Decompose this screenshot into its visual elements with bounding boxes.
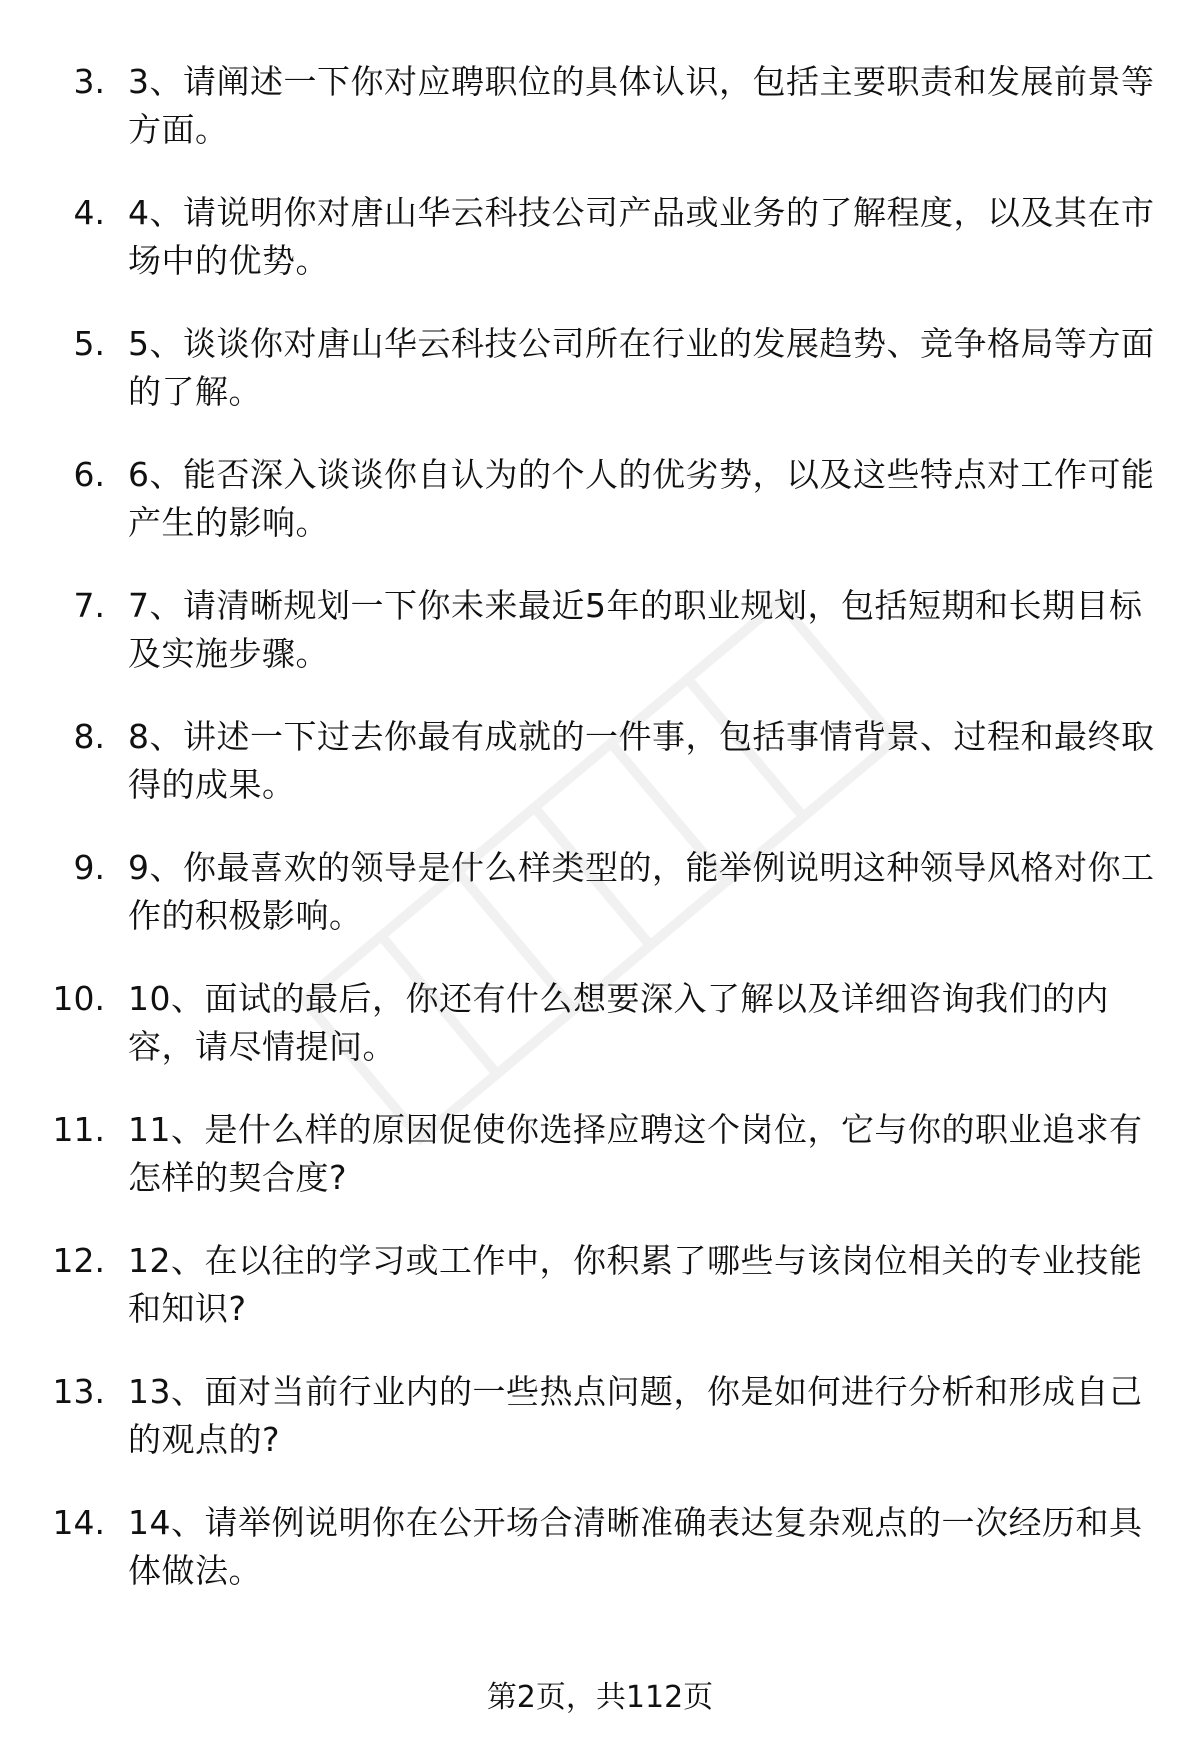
question-text: 5、谈谈你对唐山华云科技公司所在行业的发展趋势、竞争格局等方面的了解。 [128, 324, 1155, 411]
question-text: 10、面试的最后，你还有什么想要深入了解以及详细咨询我们的内容，请尽情提问。 [128, 979, 1109, 1066]
question-text: 4、请说明你对唐山华云科技公司产品或业务的了解程度，以及其在市场中的优势。 [128, 193, 1155, 280]
list-item [0, 1237, 1200, 1368]
page-number-footer: 第2页，共112页 [486, 1680, 714, 1715]
list-item [0, 582, 1200, 713]
item-number: 5. [73, 324, 105, 363]
item-number: 4. [73, 193, 105, 232]
question-list [0, 58, 1200, 1630]
item-number: 12. [52, 1241, 105, 1280]
question-text: 13、面对当前行业内的一些热点问题，你是如何进行分析和形成自己的观点的? [128, 1372, 1143, 1459]
item-number: 3. [73, 62, 105, 101]
item-number: 14. [52, 1503, 105, 1542]
list-item [0, 844, 1200, 975]
item-number: 8. [73, 717, 105, 756]
list-item [0, 58, 1200, 189]
item-number: 9. [73, 848, 105, 887]
question-text: 6、能否深入谈谈你自认为的个人的优劣势，以及这些特点对工作可能产生的影响。 [128, 455, 1155, 542]
question-text: 14、请举例说明你在公开场合清晰准确表达复杂观点的一次经历和具体做法。 [128, 1503, 1143, 1590]
item-number: 6. [73, 455, 105, 494]
question-text: 12、在以往的学习或工作中，你积累了哪些与该岗位相关的专业技能和知识? [128, 1241, 1143, 1328]
item-number: 7. [73, 586, 105, 625]
item-number: 10. [52, 979, 105, 1018]
item-number: 13. [52, 1372, 105, 1411]
list-item [0, 320, 1200, 451]
question-text: 3、请阐述一下你对应聘职位的具体认识，包括主要职责和发展前景等方面。 [128, 62, 1155, 149]
list-item [0, 975, 1200, 1106]
question-text: 8、讲述一下过去你最有成就的一件事，包括事情背景、过程和最终取得的成果。 [128, 717, 1155, 804]
list-item [0, 1368, 1200, 1499]
question-text: 7、请清晰规划一下你未来最近5年的职业规划，包括短期和长期目标及实施步骤。 [128, 586, 1143, 673]
question-text: 9、你最喜欢的领导是什么样类型的，能举例说明这种领导风格对你工作的积极影响。 [128, 848, 1155, 935]
list-item [0, 1499, 1200, 1630]
list-item [0, 451, 1200, 582]
item-number: 11. [52, 1110, 105, 1149]
list-item [0, 189, 1200, 320]
list-item [0, 713, 1200, 844]
list-item [0, 1106, 1200, 1237]
question-text: 11、是什么样的原因促使你选择应聘这个岗位，它与你的职业追求有怎样的契合度? [128, 1110, 1143, 1197]
